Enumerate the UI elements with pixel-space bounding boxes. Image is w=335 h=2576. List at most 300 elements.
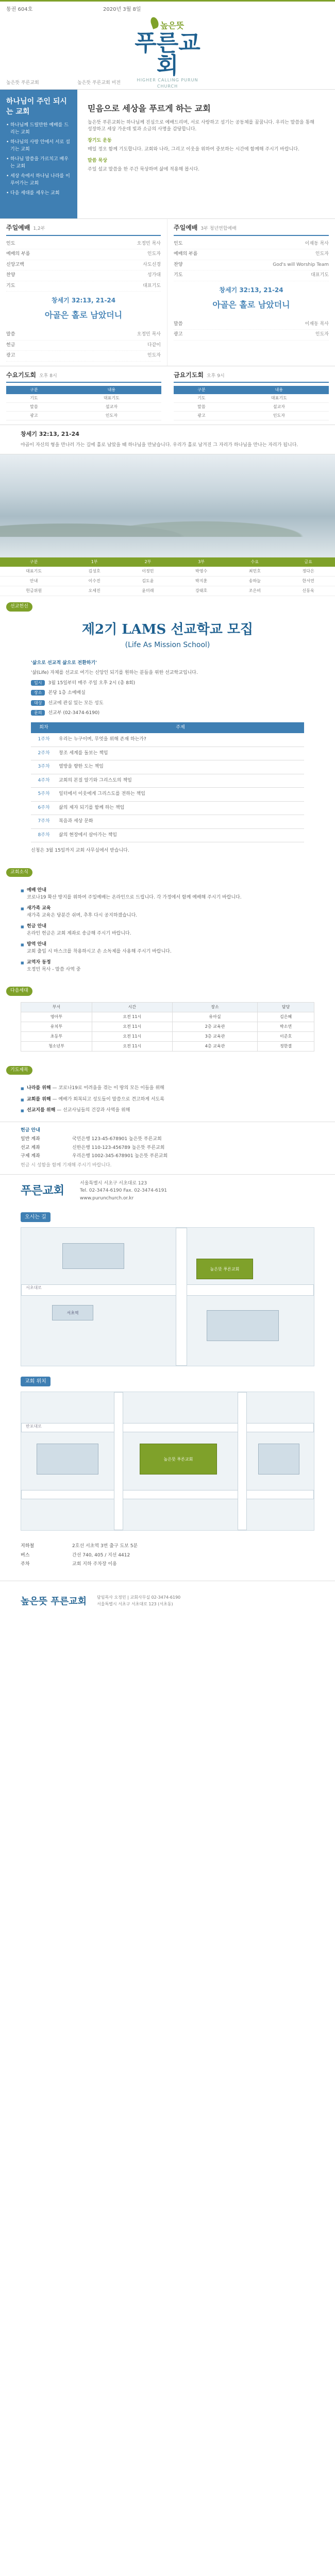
table-cell: 광고 [174,412,229,420]
table-cell: 말씀 [6,403,62,412]
table-row [31,815,304,829]
worship-row-key: 인도 [174,241,183,246]
offering-value: 우리은행 1002-345-678901 높은뜻 푸른교회 [72,1154,168,1159]
location-map-detail [21,1392,314,1531]
worship-row [6,281,161,292]
mission-subtitle: (Life As Mission School) [125,640,210,649]
prayer-item-body: 예배가 회복되고 성도들이 말씀으로 견고하게 서도록 [58,1096,164,1102]
map-road [176,1228,187,1366]
table-cell: 오전 11시 [92,1012,172,1022]
table-header: 금요 [281,557,335,567]
table-cell: 광고 [6,412,62,420]
table-cell: 김은혜 [258,1012,314,1022]
table-row [6,412,161,420]
table-cell: 4층 교육관 [172,1041,258,1051]
news-item [21,887,314,901]
table-cell: 인도자 [62,412,161,420]
worship-row-value: 다같이 [147,342,161,348]
table-cell: 김도윤 [121,577,175,586]
table-cell: 이수진 [68,577,121,586]
worship-col-2 [167,219,335,366]
table-header: 담당 [258,1002,314,1012]
table-cell: 초등부 [21,1031,92,1041]
table-cell: 3주차 [31,760,57,774]
table-cell: 기도 [174,394,229,403]
news-item-body: 온라인 헌금은 교회 계좌로 송금해 주시기 바랍니다. [27,930,131,936]
table-cell: 송하늘 [228,577,281,586]
offering-row [21,1145,314,1152]
friday-table [174,386,329,420]
table-cell: 이정민 [121,567,175,577]
subnav-right: 높은뜻 푸른교회 비전 [77,80,121,86]
footer-brand [0,1174,335,1207]
table-cell: 8주차 [31,828,57,842]
table-cell: 1주차 [31,733,57,747]
worship-head-2-time: 3부 청년연합예배 [200,226,237,231]
weekday-worship-section [0,366,335,426]
prayer-section [0,1060,335,1122]
news-item-body: 교회 출입 시 마스크를 착용하시고 손 소독제를 사용해 주시기 바랍니다. [27,948,172,954]
vision-item: • 하나님께 드릴만한 예배를 드리는 교회 [6,122,71,136]
transit-value: 2호선 서초역 3번 출구 도보 5분 [72,1544,138,1549]
sermon-note [0,425,335,454]
staff-table [0,557,335,596]
map-road [21,1284,314,1296]
bottom-brand-mark: 높은뜻 푸른교회 [21,1596,87,1607]
map-building [62,1243,124,1269]
worship-head-2 [174,223,329,236]
table-cell: 윤미래 [121,586,175,596]
scripture-reference: 창세기 32:13, 21-24 [51,297,116,304]
worship-row-value: 오정민 목사 [137,241,161,246]
worship-row-key: 인도 [6,241,15,246]
table-cell: 박소연 [258,1022,314,1031]
table-cell: 조은비 [228,586,281,596]
mission-title: 제2기 LAMS 선교학교 모집 [81,621,254,637]
prayer-item-title: 선교지를 위해 [27,1108,56,1113]
table-header: 1부 [68,557,121,567]
mission-line [31,710,304,717]
table-row [31,760,304,774]
table-row [21,1012,314,1022]
table-cell: 최민호 [228,567,281,577]
transit-key: 주차 [21,1562,30,1567]
table-header: 내용 [62,386,161,394]
news-list [0,880,335,980]
location-map [21,1227,314,1366]
table-cell: 한서연 [281,577,335,586]
news-item [21,941,314,955]
table-cell: 우리는 누구이며, 무엇을 위해 존재 하는가? [57,733,304,747]
mission-title-block [0,615,335,656]
service-staff-section [0,557,335,596]
church-marker-label: 높은뜻 푸른교회 [163,1457,193,1462]
table-cell: 일터에서 이웃에게 그리스도를 전하는 책임 [57,788,304,802]
table-cell: 신동욱 [281,586,335,596]
prayer-tag: 기도제목 [6,1066,32,1075]
worship-row-value: 오정민 목사 [137,332,161,337]
friday-prayer [167,366,335,425]
vision-heading: 믿음으로 세상을 푸르게 하는 교회 [88,104,211,113]
vision-item: • 하나님 말씀을 가르치고 배우는 교회 [6,156,71,170]
mission-section [0,596,335,862]
bottom-text [97,1595,180,1608]
worship-row [6,270,161,281]
table-cell: 유아실 [172,1012,258,1022]
table-row [6,403,161,412]
table-header: 내용 [229,386,329,394]
worship-row [174,239,329,250]
wednesday-prayer [0,366,167,425]
station-marker [52,1305,93,1320]
logo-english-text: HIGHER CALLING PURUN CHURCH [137,78,198,89]
table-cell: 오전 11시 [92,1041,172,1051]
vision-paragraph: 높은뜻 푸른교회는 하나님께 진심으로 예배드리며, 서로 사랑하고 섬기는 공동체를 꿈꿉니다. 우리는 말씀을 통해 성장하고 세상 가운데 빛과 소금의 사명을 감당합니다. [88,120,314,132]
transit-key: 버스 [21,1552,30,1558]
worship-row [6,239,161,250]
table-row [31,801,304,815]
vision-content [77,90,335,218]
meditation-title: 말씀 묵상 [88,158,107,163]
bottom-line-2: 서울특별시 서초구 서초대로 123 (서초동) [96,1602,173,1607]
worship-row-key: 찬양 [6,273,15,278]
offering-key: 선교 계좌 [21,1145,40,1150]
friday-time: 오후 9시 [206,373,225,379]
map-building [207,1310,279,1341]
mission-line-label: 장소 [31,690,45,696]
youth-tag: 다음세대 [6,987,32,996]
vision-item: • 하나님의 사랑 안에서 서로 섬기는 교회 [6,139,71,153]
worship-row-value: 이재동 목사 [305,241,329,246]
wednesday-time: 오후 8시 [39,373,57,379]
offering-value: 국민은행 123-45-678901 높은뜻 푸른교회 [72,1137,162,1142]
leaf-icon [149,16,160,29]
prayer-item-body: 코로나19로 어려움을 겪는 이 땅의 모든 이들을 위해 [58,1086,164,1091]
scripture-block-1 [6,292,161,330]
table-header: 2부 [121,557,175,567]
news-item-body: 코로나19 확산 방지를 위하여 주일예배는 온라인으로 드립니다. 각 가정에서 함께 예배해 주시기 바랍니다. [27,894,242,900]
table-cell: 열방을 향한 도는 책임 [57,760,304,774]
table-cell: 강태호 [175,586,228,596]
table-header: 3부 [175,557,228,567]
worship-row-value: 인도자 [147,353,161,358]
table-cell: 정다은 [281,567,335,577]
table-row [0,567,335,577]
table-row [31,828,304,842]
table-cell: 2주차 [31,747,57,760]
table-cell: 정한결 [258,1041,314,1051]
youth-section [0,980,335,1060]
news-item [21,959,314,973]
prayer-item-body: 선교사님들의 건강과 사역을 위해 [63,1108,130,1113]
table-cell: 3층 교육관 [172,1031,258,1041]
scripture-block-2 [174,281,329,319]
table-header: 구분 [6,386,62,394]
offering-key: 일반 계좌 [21,1137,40,1142]
footer-brand-mark: 푸른교회 [21,1184,65,1198]
wednesday-table [6,386,161,420]
worship-row-key: 헌금 [6,342,15,348]
table-row [0,577,335,586]
worship-row-value: 인도자 [315,332,329,337]
table-cell: 4주차 [31,774,57,788]
mission-line-text: 3월 15일부터 매주 주일 오후 2시 (총 8회) [48,680,136,686]
worship-row-value: 인도자 [315,251,329,257]
transit-value: 교회 지하 주차장 이용 [72,1562,117,1567]
worship-row-key: 예배의 부름 [6,251,30,257]
transit-info [0,1536,335,1581]
mission-schedule-table [31,722,304,843]
table-header: 시간 [92,1002,172,1012]
sermon-title: 아골은 홀로 남았더니 [212,299,290,310]
table-cell: 오세진 [68,586,121,596]
table-row [31,733,304,747]
logo-main-text: 푸른교회 [135,30,200,79]
footer-address: 서울특별시 서초구 서초대로 123 [80,1181,147,1186]
mission-line [31,700,304,707]
table-row [21,1022,314,1031]
table-cell: 인도자 [229,412,329,420]
road-label: 반포대로 [26,1424,42,1429]
table-header: 부서 [21,1002,92,1012]
prayer-item: ■ 선교지를 위해 — 선교사님들의 건강과 사역을 위해 [21,1107,314,1114]
map2-label: 교회 위치 [21,1377,51,1386]
worship-row-value: 대표기도 [143,283,161,289]
worship-row-value: 사도신경 [143,262,161,267]
news-item-body: 새가족 교육은 당분간 쉬며, 추후 다시 공지하겠습니다. [27,912,138,918]
vision-sidebar [0,90,77,218]
wednesday-head [6,370,161,383]
landscape-photo [0,454,335,557]
table-cell: 김성호 [68,567,121,577]
worship-row-value: 성가대 [147,273,161,278]
mission-line-label: 문의 [31,710,45,716]
news-item-title: 새가족 교육 [27,906,51,911]
worship-row-key: 기도 [6,283,15,289]
news-item-body: 오정민 목사 - 말씀 사역 중 [27,967,81,972]
sermon-note-body: 야곱이 자신의 형을 만나러 가는 길에 홀로 남았을 때 하나님을 만났습니다. 우리가 홀로 남겨진 그 자리가 하나님을 만나는 자리가 됩니다. [21,442,298,448]
footer-brand-text [80,1180,167,1202]
sermon-note-title: 창세기 32:13, 21-24 [21,431,79,437]
footer-phone: Tel. 02-3474-6190 Fax. 02-3474-6191 [80,1188,167,1194]
map-building [37,1444,98,1475]
table-cell: 영아부 [21,1012,92,1022]
worship-row [6,351,161,362]
transit-row [21,1552,314,1560]
worship-row-value: 인도자 [147,251,161,257]
worship-row [174,330,329,341]
worship-row [174,319,329,330]
table-cell: 7주차 [31,815,57,829]
mission-note: 신청은 3월 15일까지 교회 사무실에서 받습니다. [31,848,129,853]
table-row [31,747,304,760]
map-building [258,1444,299,1475]
table-cell: 이준호 [258,1031,314,1041]
map-label: 오시는 길 [21,1212,51,1222]
mission-body [0,656,335,862]
worship-row-key: 말씀 [6,332,15,337]
table-cell: 유치부 [21,1022,92,1031]
prayer-item: ■ 교회를 위해 — 예배가 회복되고 성도들이 말씀으로 견고하게 서도록 [21,1096,314,1104]
table-cell: 대표기도 [0,567,68,577]
worship-row-key: 광고 [6,353,15,358]
worship-row-key: 기도 [174,273,183,278]
table-cell: 2층 교육관 [172,1022,258,1031]
footer-website[interactable]: www.purunchurch.or.kr [80,1195,134,1201]
mission-desc: '삶(Life) 자체를 선교로 여기는 신앙인 되기를 원하는 분들을 위한 선교학교입니다. [31,670,198,675]
table-header: 회차 [31,722,57,734]
table-row [0,586,335,596]
prayer-list [0,1078,335,1122]
worship-row [6,341,161,351]
station-marker-label: 서초역 [66,1311,79,1316]
worship-row-key: 광고 [174,332,183,337]
transit-row [21,1561,314,1568]
table-cell: 청소년부 [21,1041,92,1051]
map-road [21,1490,314,1499]
worship-row-value: 이재동 목사 [305,321,329,327]
prayer-item-title: 나라를 위해 [27,1086,51,1091]
tree-silhouette [0,506,335,537]
table-cell: 박영수 [175,567,228,577]
church-marker [196,1259,253,1279]
friday-title: 금요기도회 [174,371,204,379]
friday-head [174,370,329,383]
scripture-reference: 창세기 32:13, 21-24 [219,286,283,294]
bottom-bar [0,1581,335,1622]
table-cell: 설교자 [229,403,329,412]
vision-list [6,122,71,197]
table-cell: 오전 11시 [92,1022,172,1031]
worship-row-key: 신앙고백 [6,262,24,267]
table-cell: 말씀 [174,403,229,412]
news-item-title: 예배 안내 [27,888,46,893]
table-row [31,774,304,788]
table-header: 주제 [57,722,304,734]
news-item-title: 교역자 동정 [27,960,51,965]
mission-line-text: 본당 1층 소예배실 [48,690,86,696]
vision-item: • 세상 속에서 하나님 나라를 이루어가는 교회 [6,173,71,187]
news-item-title: 헌금 안내 [27,924,46,929]
table-cell: 6주차 [31,801,57,815]
news-tag: 교회소식 [6,868,32,877]
prayer-item-title: 교회를 위해 [27,1096,51,1102]
bottom-line-1: 담임목사 오정민 | 교회사무실 02-3474-6190 [96,1595,181,1600]
logo-small-text: 높은뜻 [160,21,185,30]
offering-section [0,1122,335,1175]
youth-table [21,1002,314,1052]
vision-title: 하나님이 주인 되시는 교회 [6,97,67,116]
table-cell: 복음과 세상 문화 [57,815,304,829]
table-header: 장소 [172,1002,258,1012]
table-cell: 기도 [6,394,62,403]
table-cell: 헌금위원 [0,586,68,596]
mission-line [31,690,304,697]
table-header: 수요 [228,557,281,567]
table-cell: 대표기도 [62,394,161,403]
offering-value: 신한은행 110-123-456789 높은뜻 푸른교회 [72,1145,165,1150]
prayer-movement-title: 장기도 운동 [88,138,112,143]
issue-date: 2020년 3월 8일 [103,7,141,12]
offering-note: 헌금 시 성함을 함께 기재해 주시기 바랍니다. [21,1162,112,1168]
table-row [21,1041,314,1051]
worship-row [174,260,329,271]
transit-key: 지하철 [21,1544,35,1549]
table-cell: 안내 [0,577,68,586]
table-cell: 삶의 현장에서 살아가는 책임 [57,828,304,842]
wednesday-title: 수요기도회 [6,371,36,379]
worship-row [174,270,329,281]
worship-row [6,330,161,341]
church-marker [140,1444,217,1475]
table-row [174,412,329,420]
worship-head-2-title: 주일예배 [174,224,198,231]
map-road [114,1392,123,1530]
vision-item: • 다음 세대를 세우는 교회 [6,190,71,197]
sub-navigation [0,77,335,90]
table-cell: 오전 11시 [92,1031,172,1041]
news-section [0,862,335,981]
map-road [238,1392,247,1530]
news-item [21,905,314,919]
issue-number: 통권 604호 [6,7,33,12]
worship-row [6,260,161,271]
table-header: 구분 [174,386,229,394]
table-row [31,788,304,802]
road-label: 서초대로 [26,1285,42,1291]
table-cell: 박지훈 [175,577,228,586]
offering-row [21,1153,314,1160]
prayer-item: ■ 나라를 위해 — 코로나19로 어려움을 겪는 이 땅의 모든 이들을 위해 [21,1085,314,1092]
table-cell: 대표기도 [229,394,329,403]
map-road [21,1423,314,1432]
transit-value: 간선 740, 405 / 지선 4412 [72,1552,130,1558]
worship-head-1-title: 주일예배 [6,224,30,231]
table-row [174,394,329,403]
worship-row [174,249,329,260]
mission-tag: 선교헌신 [6,602,32,612]
transit-row [21,1543,314,1550]
table-row [21,1031,314,1041]
worship-row-value: 대표기도 [311,273,329,278]
table-header: 구분 [0,557,68,567]
meditation-text: 주일 설교 말씀을 한 주간 묵상하며 삶에 적용해 봅시다. [88,167,200,173]
table-cell: 5주차 [31,788,57,802]
mission-intro: '삶으로 선교적 삶으로 전환하기' [31,660,97,666]
worship-order-section [0,219,335,366]
worship-row-value: God's will Worship Team [273,262,329,267]
worship-row-key: 찬양 [174,262,183,267]
worship-row [6,249,161,260]
mission-line-label: 대상 [31,700,45,706]
prayer-movement-text: 매일 정오 함께 기도합니다. 교회와 나라, 그리고 이웃을 위하여 중보하는 시간에 함께해 주시기 바랍니다. [88,147,299,152]
mission-line-text: 선교에 관심 있는 모든 성도 [48,700,104,706]
offering-title: 헌금 안내 [21,1127,40,1133]
mission-line [31,680,304,687]
offering-row [21,1136,314,1143]
table-cell: 창조 세계를 돌보는 책임 [57,747,304,760]
worship-col-1 [0,219,167,366]
worship-head-1 [6,223,161,236]
worship-head-1-time: 1,2부 [33,226,45,231]
table-cell: 교회의 본질 알기와 그리스도의 책임 [57,774,304,788]
table-row [6,394,161,403]
worship-row-key: 말씀 [174,321,183,327]
offering-key: 구제 계좌 [21,1154,40,1159]
table-row [174,403,329,412]
mission-line-label: 일시 [31,680,45,686]
church-marker-label: 높은뜻 푸른교회 [210,1267,240,1272]
